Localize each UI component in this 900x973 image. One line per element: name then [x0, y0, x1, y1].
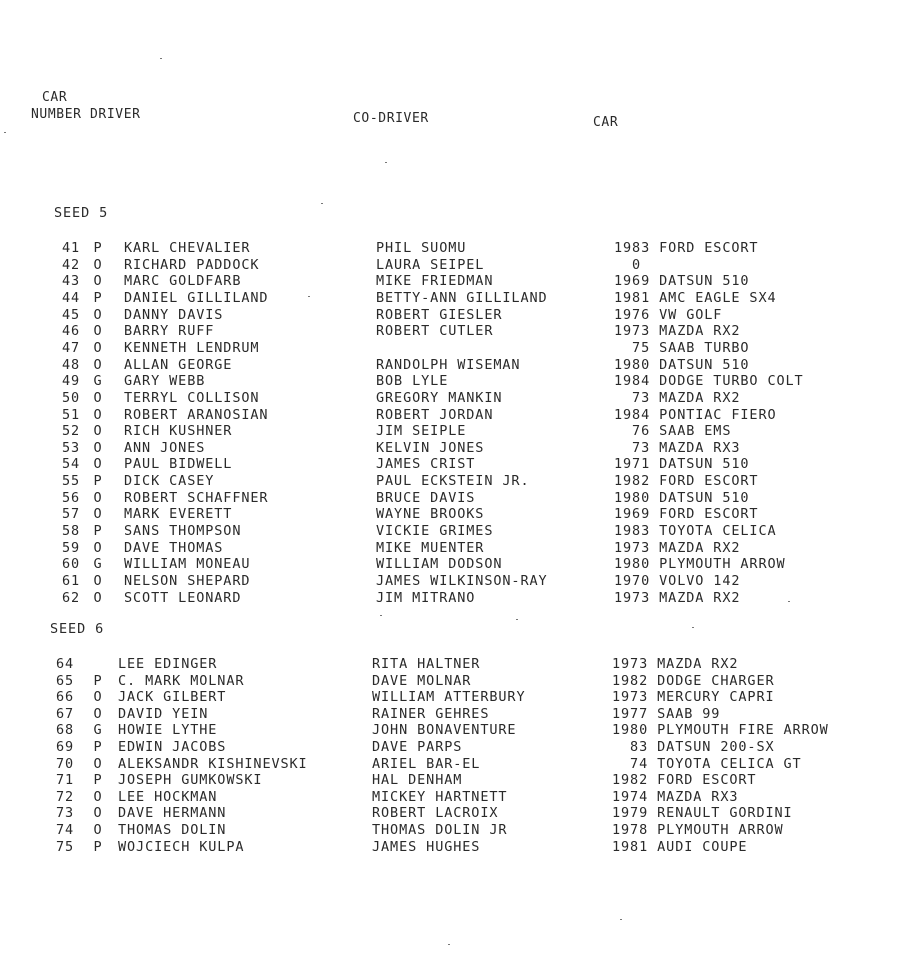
class-code: P [93, 240, 103, 256]
car-model: 1983 TOYOTA CELICA [614, 523, 777, 540]
co-driver-name: DAVE MOLNAR [372, 672, 472, 689]
scan-speck [160, 58, 162, 59]
driver-name: MARK EVERETT [124, 506, 233, 523]
entry-row [0, 407, 900, 424]
driver-name: MARC GOLDFARB [124, 273, 242, 290]
car-model: 1980 DATSUN 510 [614, 356, 750, 373]
car-model: 1984 PONTIAC FIERO [614, 406, 777, 423]
car-model: 74 TOYOTA CELICA GT [612, 755, 802, 772]
class-code: O [93, 573, 103, 589]
co-driver-name: JAMES CRIST [376, 456, 476, 473]
entry-row [0, 323, 900, 340]
car-model: 1982 FORD ESCORT [612, 772, 757, 789]
entry-row [0, 739, 900, 756]
entry-row [0, 440, 900, 457]
class-code: O [93, 339, 103, 356]
co-driver-name: JIM MITRANO [376, 589, 476, 606]
driver-name: ANN JONES [124, 439, 206, 456]
entry-row [0, 390, 900, 407]
co-driver-name: JOHN BONAVENTURE [372, 722, 517, 739]
driver-name: EDWIN JACOBS [118, 739, 227, 755]
scan-speck [308, 296, 310, 297]
scan-speck [4, 132, 6, 133]
car-number: 55 [61, 473, 80, 490]
class-code: O [93, 822, 103, 838]
class-code: P [93, 739, 103, 755]
co-driver-name: JAMES WILKINSON-RAY [376, 573, 548, 589]
driver-name: ALEKSANDR KISHINEVSKI [118, 755, 308, 772]
class-code: O [93, 689, 103, 706]
driver-name: LEE HOCKMAN [118, 788, 218, 805]
co-driver-name: DAVE PARPS [372, 739, 463, 755]
driver-name: BARRY RUFF [124, 323, 215, 340]
entry-row [0, 722, 900, 739]
class-code: O [93, 456, 103, 473]
car-model: 1977 SAAB 99 [612, 705, 721, 722]
car-model: 1981 AMC EAGLE SX4 [614, 289, 777, 306]
co-driver-name: MIKE FRIEDMAN [376, 273, 494, 290]
driver-name: DICK CASEY [124, 473, 215, 490]
co-driver-name: WILLIAM ATTERBURY [372, 689, 526, 706]
entry-row [0, 373, 900, 390]
co-driver-name: HAL DENHAM [372, 772, 463, 789]
car-model: 1980 PLYMOUTH ARROW [614, 556, 786, 573]
driver-name: GARY WEBB [124, 373, 206, 390]
entry-row [0, 357, 900, 374]
car-number: 58 [61, 523, 80, 540]
class-code: O [93, 273, 103, 290]
car-number: 64 [55, 656, 74, 672]
car-column-header: CAR [593, 115, 619, 130]
co-driver-name: BOB LYLE [376, 373, 449, 390]
entry-row [0, 689, 900, 706]
car-number: 71 [55, 772, 74, 789]
scan-speck [380, 615, 382, 616]
class-code: O [93, 439, 103, 456]
car-number: 61 [61, 573, 80, 589]
class-code: O [93, 539, 103, 556]
entry-row [0, 789, 900, 806]
co-driver-name: ROBERT GIESLER [376, 306, 503, 323]
car-model: 1973 MAZDA RX2 [612, 656, 739, 672]
co-driver-header: CO-DRIVER [353, 111, 429, 126]
car-model: 73 MAZDA RX3 [614, 439, 741, 456]
class-code: O [93, 323, 103, 340]
driver-name: DAVID YEIN [118, 705, 209, 722]
class-code: O [93, 406, 103, 423]
driver-name: LEE EDINGER [118, 656, 218, 672]
co-driver-name: GREGORY MANKIN [376, 389, 503, 406]
entry-row [0, 590, 900, 607]
co-driver-name: PHIL SUOMU [376, 240, 467, 256]
scan-speck [385, 162, 387, 163]
number-driver-header: NUMBER DRIVER [31, 107, 141, 122]
car-model: 73 MAZDA RX2 [614, 389, 741, 406]
seed-5-title: SEED 5 [54, 205, 109, 221]
driver-name: KENNETH LENDRUM [124, 339, 260, 356]
scan-speck [448, 944, 450, 945]
car-model: 1969 DATSUN 510 [614, 273, 750, 290]
car-number: 74 [55, 822, 74, 838]
entry-row [0, 240, 900, 257]
driver-name: ROBERT SCHAFFNER [124, 489, 269, 506]
entry-row [0, 772, 900, 789]
driver-name: WOJCIECH KULPA [118, 838, 245, 855]
car-number: 56 [61, 489, 80, 506]
car-model: 1980 DATSUN 510 [614, 489, 750, 506]
driver-name: WILLIAM MONEAU [124, 556, 251, 573]
car-number: 51 [61, 406, 80, 423]
car-model: 1974 MAZDA RX3 [612, 788, 739, 805]
driver-name: PAUL BIDWELL [124, 456, 233, 473]
entry-row [0, 656, 900, 673]
car-model: 1973 MAZDA RX2 [614, 539, 741, 556]
car-number: 60 [61, 556, 80, 573]
car-number: 72 [55, 788, 74, 805]
entry-row [0, 540, 900, 557]
entry-row [0, 756, 900, 773]
car-number: 45 [61, 306, 80, 323]
driver-name: DANNY DAVIS [124, 306, 224, 323]
co-driver-name: RANDOLPH WISEMAN [376, 356, 521, 373]
car-number: 41 [61, 240, 80, 256]
class-code: O [93, 389, 103, 406]
co-driver-name: WILLIAM DODSON [376, 556, 503, 573]
entry-row [0, 490, 900, 507]
car-model: 1973 MERCURY CAPRI [612, 689, 775, 706]
co-driver-name: MIKE MUENTER [376, 539, 485, 556]
scan-speck [788, 601, 790, 602]
class-code: P [93, 523, 103, 540]
car-number: 49 [61, 373, 80, 390]
scan-speck [516, 619, 518, 620]
driver-name: DAVE THOMAS [124, 539, 224, 556]
class-code: O [93, 788, 103, 805]
car-model: 83 DATSUN 200-SX [612, 739, 775, 755]
driver-name: RICH KUSHNER [124, 423, 233, 440]
car-number: 53 [61, 439, 80, 456]
co-driver-name: BETTY-ANN GILLILAND [376, 289, 548, 306]
co-driver-name: VICKIE GRIMES [376, 523, 494, 540]
co-driver-name: JIM SEIPLE [376, 423, 467, 440]
co-driver-name: ROBERT LACROIX [372, 805, 499, 822]
car-number: 67 [55, 705, 74, 722]
entry-row [0, 257, 900, 274]
co-driver-name: KELVIN JONES [376, 439, 485, 456]
car-number: 75 [55, 838, 74, 855]
class-code: O [93, 755, 103, 772]
driver-name: SANS THOMPSON [124, 523, 242, 540]
entry-row [0, 290, 900, 307]
driver-name: ALLAN GEORGE [124, 356, 233, 373]
car-model: 1982 FORD ESCORT [614, 473, 759, 490]
entry-row [0, 456, 900, 473]
seed-6-title: SEED 6 [50, 621, 105, 637]
entry-row [0, 839, 900, 856]
co-driver-name: ROBERT JORDAN [376, 406, 494, 423]
car-number: 50 [61, 389, 80, 406]
co-driver-name: ARIEL BAR-EL [372, 755, 481, 772]
car-model: 1973 MAZDA RX2 [614, 589, 741, 606]
scan-speck [692, 627, 694, 628]
entry-row [0, 307, 900, 324]
entry-row [0, 506, 900, 523]
co-driver-name: PAUL ECKSTEIN JR. [376, 473, 530, 490]
co-driver-name: RAINER GEHRES [372, 705, 490, 722]
entry-row [0, 573, 900, 590]
driver-name: ROBERT ARANOSIAN [124, 406, 269, 423]
entry-row [0, 805, 900, 822]
class-code: O [93, 805, 103, 822]
class-code: O [93, 506, 103, 523]
car-number: 48 [61, 356, 80, 373]
driver-name: KARL CHEVALIER [124, 240, 251, 256]
car-model: 76 SAAB EMS [614, 423, 732, 440]
class-code: O [93, 705, 103, 722]
car-number: 65 [55, 672, 74, 689]
car-model: 1981 AUDI COUPE [612, 838, 748, 855]
driver-name: RICHARD PADDOCK [124, 256, 260, 273]
class-code: O [93, 356, 103, 373]
driver-name: JACK GILBERT [118, 689, 227, 706]
class-code: G [93, 373, 103, 390]
car-number: 43 [61, 273, 80, 290]
car-number: 70 [55, 755, 74, 772]
car-number: 69 [55, 739, 74, 755]
entry-row [0, 340, 900, 357]
car-number: 46 [61, 323, 80, 340]
driver-name: NELSON SHEPARD [124, 573, 251, 589]
car-model: 1970 VOLVO 142 [614, 573, 741, 589]
car-number: 62 [61, 589, 80, 606]
entry-row [0, 822, 900, 839]
car-model: 1971 DATSUN 510 [614, 456, 750, 473]
car-model: 1982 DODGE CHARGER [612, 672, 775, 689]
class-code: G [93, 556, 103, 573]
co-driver-name: JAMES HUGHES [372, 838, 481, 855]
co-driver-name: MICKEY HARTNETT [372, 788, 508, 805]
car-model: 1973 MAZDA RX2 [614, 323, 741, 340]
class-code: P [93, 772, 103, 789]
car-model: 1976 VW GOLF [614, 306, 723, 323]
car-model: 0 [614, 256, 642, 273]
car-number: 47 [61, 339, 80, 356]
class-code: O [93, 256, 103, 273]
driver-name: DANIEL GILLILAND [124, 289, 269, 306]
class-code: O [93, 306, 103, 323]
driver-name: C. MARK MOLNAR [118, 672, 245, 689]
scan-speck [321, 203, 323, 204]
class-code: P [93, 289, 103, 306]
car-number: 57 [61, 506, 80, 523]
co-driver-name: THOMAS DOLIN JR [372, 822, 508, 838]
entry-row [0, 706, 900, 723]
entry-row [0, 523, 900, 540]
driver-name: DAVE HERMANN [118, 805, 227, 822]
entry-row [0, 473, 900, 490]
car-header-label: CAR [42, 90, 68, 105]
entry-row [0, 673, 900, 690]
driver-name: HOWIE LYTHE [118, 722, 218, 739]
car-model: 1984 DODGE TURBO COLT [614, 373, 804, 390]
entry-row [0, 423, 900, 440]
driver-name: THOMAS DOLIN [118, 822, 227, 838]
scan-speck [620, 919, 622, 920]
class-code: O [93, 423, 103, 440]
co-driver-name: RITA HALTNER [372, 656, 481, 672]
class-code: G [93, 722, 103, 739]
car-number: 42 [61, 256, 80, 273]
class-code: O [93, 589, 103, 606]
driver-name: JOSEPH GUMKOWSKI [118, 772, 263, 789]
co-driver-name: LAURA SEIPEL [376, 256, 485, 273]
class-code: O [93, 489, 103, 506]
car-model: 1969 FORD ESCORT [614, 506, 759, 523]
car-model: 1978 PLYMOUTH ARROW [612, 822, 784, 838]
entry-row [0, 273, 900, 290]
car-number: 68 [55, 722, 74, 739]
driver-name: TERRYL COLLISON [124, 389, 260, 406]
class-code: P [93, 672, 103, 689]
co-driver-name: WAYNE BROOKS [376, 506, 485, 523]
car-number: 52 [61, 423, 80, 440]
car-model: 1980 PLYMOUTH FIRE ARROW [612, 722, 829, 739]
class-code: P [93, 838, 103, 855]
car-model: 1983 FORD ESCORT [614, 240, 759, 256]
entry-row [0, 556, 900, 573]
driver-name: SCOTT LEONARD [124, 589, 242, 606]
car-number: 66 [55, 689, 74, 706]
car-number: 54 [61, 456, 80, 473]
car-model: 1979 RENAULT GORDINI [612, 805, 793, 822]
class-code: P [93, 473, 103, 490]
car-number: 44 [61, 289, 80, 306]
car-number: 73 [55, 805, 74, 822]
co-driver-name: BRUCE DAVIS [376, 489, 476, 506]
car-number: 59 [61, 539, 80, 556]
car-model: 75 SAAB TURBO [614, 339, 750, 356]
co-driver-name: ROBERT CUTLER [376, 323, 494, 340]
